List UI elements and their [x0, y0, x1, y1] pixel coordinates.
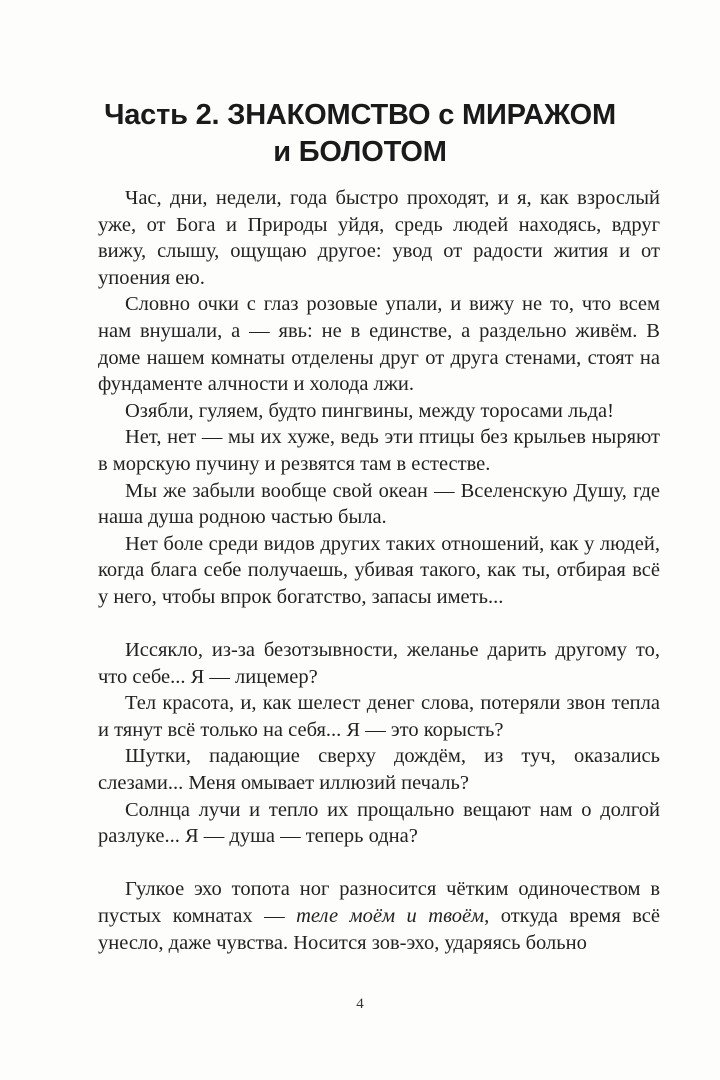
chapter-title-line-1: Часть 2. ЗНАКОМСТВО с МИРАЖОМ [104, 99, 616, 132]
paragraph-1: Час, дни, недели, года быстро проходят, и я, как взрослый уже, от Бога и Природы уйдя, средь людей находясь, вдруг вижу, слышу, ощущаю другое: увод от радости жития и от упоения ею. [98, 187, 660, 289]
paragraph-11-end: , откуда время всё унесло, даже чувства. Носится зов-эхо, ударяясь больно [98, 905, 660, 954]
paragraph-8: Тел красота, и, как шелест денег слова, потеряли звон тепла и тянут всё только на себя... Я — это корысть? [98, 692, 660, 741]
page-number: 4 [356, 996, 364, 1012]
paragraph-2: Словно очки с глаз розовые упали, и вижу не то, что всем нам внушали, а — явь: не в единстве, а раздельно живём. В доме нашем комнаты отделены друг от друга стенами, стоят на фундаменте алчности и холода лжи. [98, 293, 660, 396]
paragraph-7: Иссякло, из-за безотзывности, желанье дарить другому то, что себе... Я — лицемер? [98, 639, 660, 688]
paragraph-11-italic: теле моём и твоём [296, 905, 485, 928]
body-text [98, 185, 660, 956]
paragraph-3: Озябли, гуляем, будто пингвины, между торосами льда! [125, 399, 614, 422]
paragraph-4: Нет, нет — мы их хуже, ведь эти птицы без крыльев ныряют в морскую пучину и резвятся там в естестве. [98, 426, 660, 475]
paragraph-11 [98, 876, 660, 956]
paragraph-6: Нет боле среди видов других таких отношений, как у людей, когда блага себе получаешь, убивая такого, как ты, отбирая всё у него, чтобы впрок богатство, запасы иметь... [98, 532, 660, 608]
chapter-title-line-2: и БОЛОТОМ [273, 136, 447, 169]
paragraph-9: Шутки, падающие сверху дождём, из туч, оказались слезами... Меня омывает иллюзий печаль? [98, 745, 660, 795]
paragraph-10: Солнца лучи и тепло их прощально вещают нам о долгой разлуке... Я — душа — теперь одна? [98, 798, 660, 848]
chapter-title [60, 97, 660, 171]
paragraph-5: Мы же забыли вообще свой океан — Вселенскую Душу, где наша душа родною частью была. [98, 479, 660, 529]
paragraph-11-start: Гулкое эхо топота ног разносится чётким одиночеством в пустых комнатах — [98, 878, 660, 928]
